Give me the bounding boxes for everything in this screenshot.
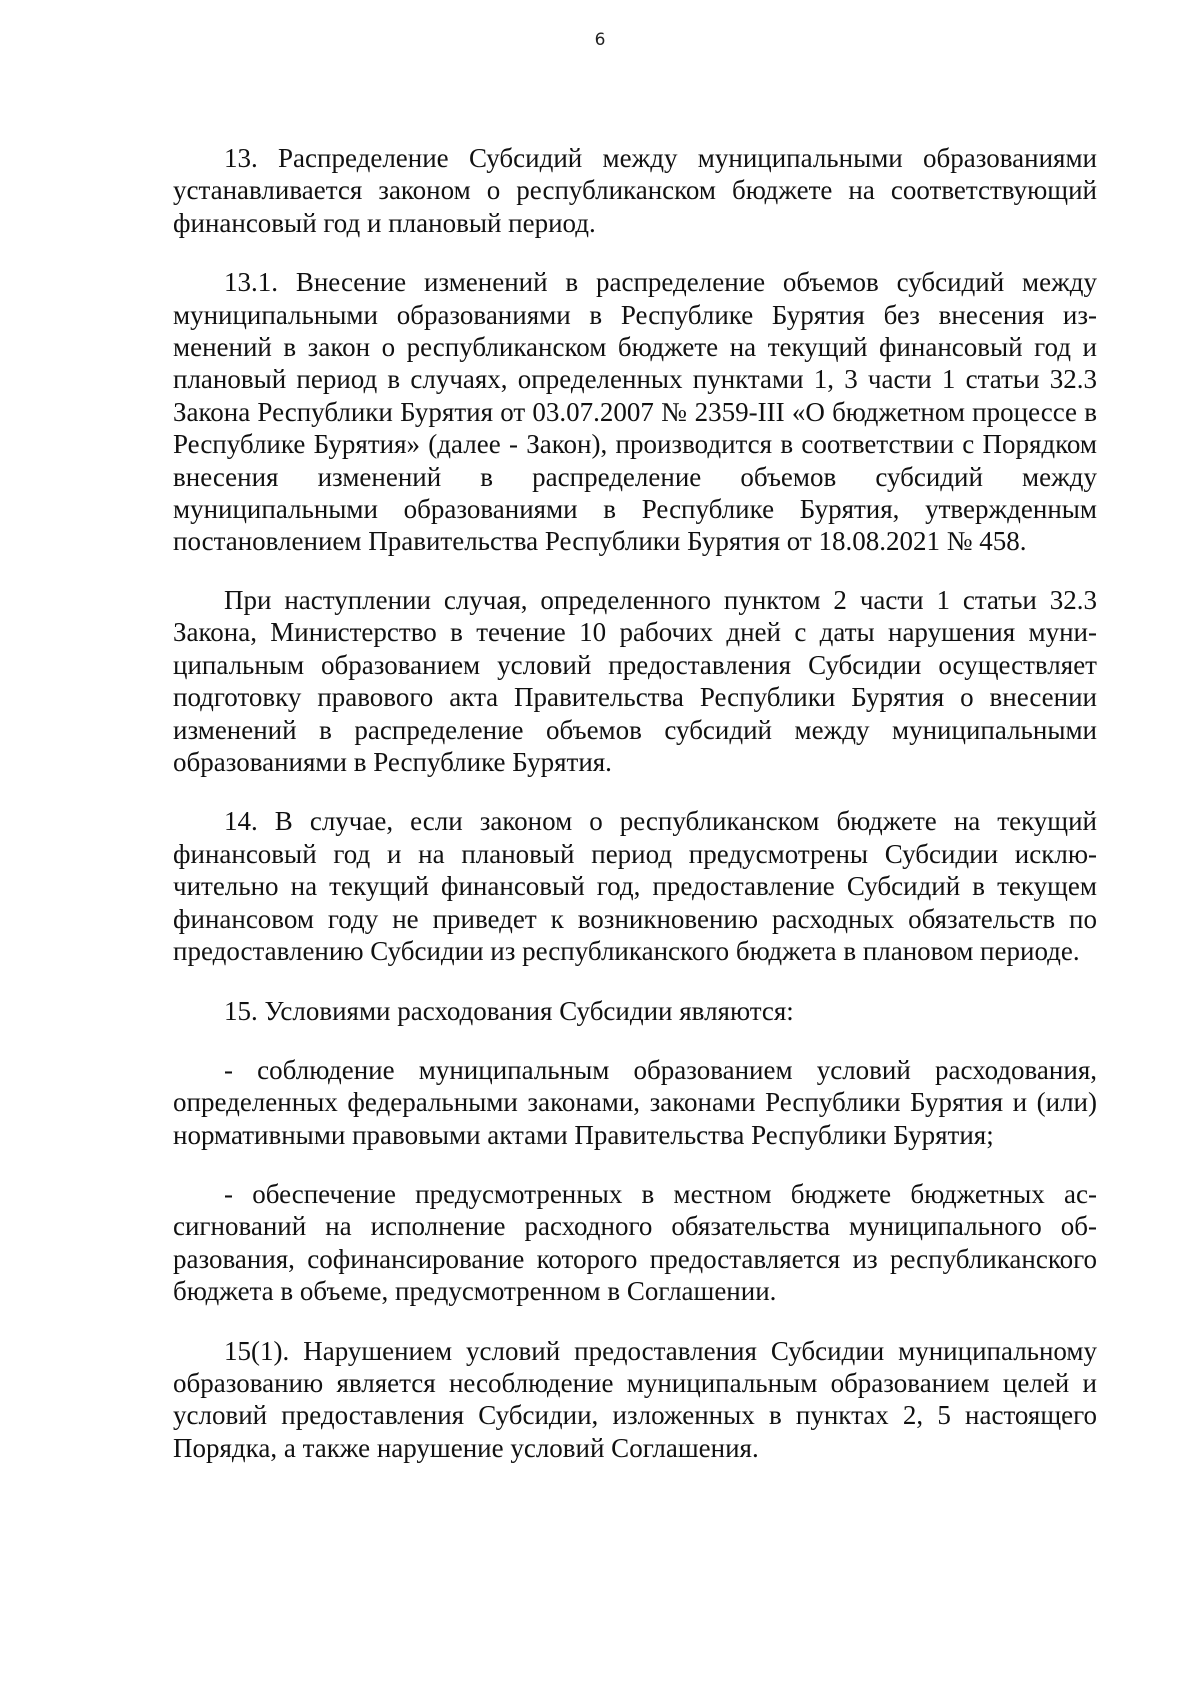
- paragraph-15-item-b: - обеспечение предусмотренных в местном бюджете бюджетных ассигнований на исполнение расходного обязательства муниципального образования, софинансирование которого предоставляется из республиканского бюджета в объеме, предусмотренном в Соглашении.: [173, 1178, 1097, 1307]
- paragraph-15-1: 15(1). Нарушением условий предоставления Субсидии муниципальному образованию является несоблюдение муниципальным образованием целей и условий предоставления Субсидии, изложенных в пунктах 2, 5 настоящего Порядка, а также нарушение условий Соглашения.: [173, 1335, 1097, 1463]
- paragraph-case-2: При наступлении случая, определенного пунктом 2 части 1 статьи 32.3 Закона, Министерство в течение 10 рабочих дней с даты нарушения муниципальным образованием условий предоставления Субсидии осуществляет подготовку правового акта Правительства Республики Бурятия о внесении изменений в распределение объемов субсидий между муниципальными образованиями в Республике Бурятия.: [173, 584, 1097, 777]
- page-number: 6: [594, 30, 606, 50]
- paragraph-14: 14. В случае, если законом о республиканском бюджете на текущий финансовый год и на плановый период предусмотрены Субсидии исключительно на текущий финансовый год, предоставление Субсидий в текущем финансовом году не приведет к возникновению расходных обязательств по предоставлению Субсидии из республиканского бюджета в плановом периоде.: [173, 806, 1097, 966]
- paragraph-15-item-a: - соблюдение муниципальным образованием условий расходования, определенных федеральными законами, законами Республики Бурятия и (или) нормативными правовыми актами Правительства Республики Бурятия;: [173, 1054, 1097, 1150]
- paragraph-15: 15. Условиями расходования Субсидии являются:: [224, 996, 794, 1027]
- document-body: [173, 142, 1097, 1490]
- paragraph-13-1: 13.1. Внесение изменений в распределение объемов субсидий между муниципальными образованиями в Республике Бурятия без внесения изменений в закон о республиканском бюджете на текущий финансовый год и плановый период в случаях, определенных пунктами 1, 3 части 1 статьи 32.3 Закона Республики Бурятия от 03.07.2007 № 2359-III «О бюджетном процессе в Республике Бурятия» (далее - Закон), производится в соответствии с Порядком внесения изменений в распределение объемов субсидий между муниципальными образованиями в Республике Бурятия, утвержденным постановлением Правительства Республики Бурятия от 18.08.2021 № 458.: [173, 267, 1097, 557]
- paragraph-13: 13. Распределение Субсидий между муниципальными образованиями устанавливается законом о республиканском бюджете на соответствующий финансовый год и плановый период.: [173, 143, 1097, 238]
